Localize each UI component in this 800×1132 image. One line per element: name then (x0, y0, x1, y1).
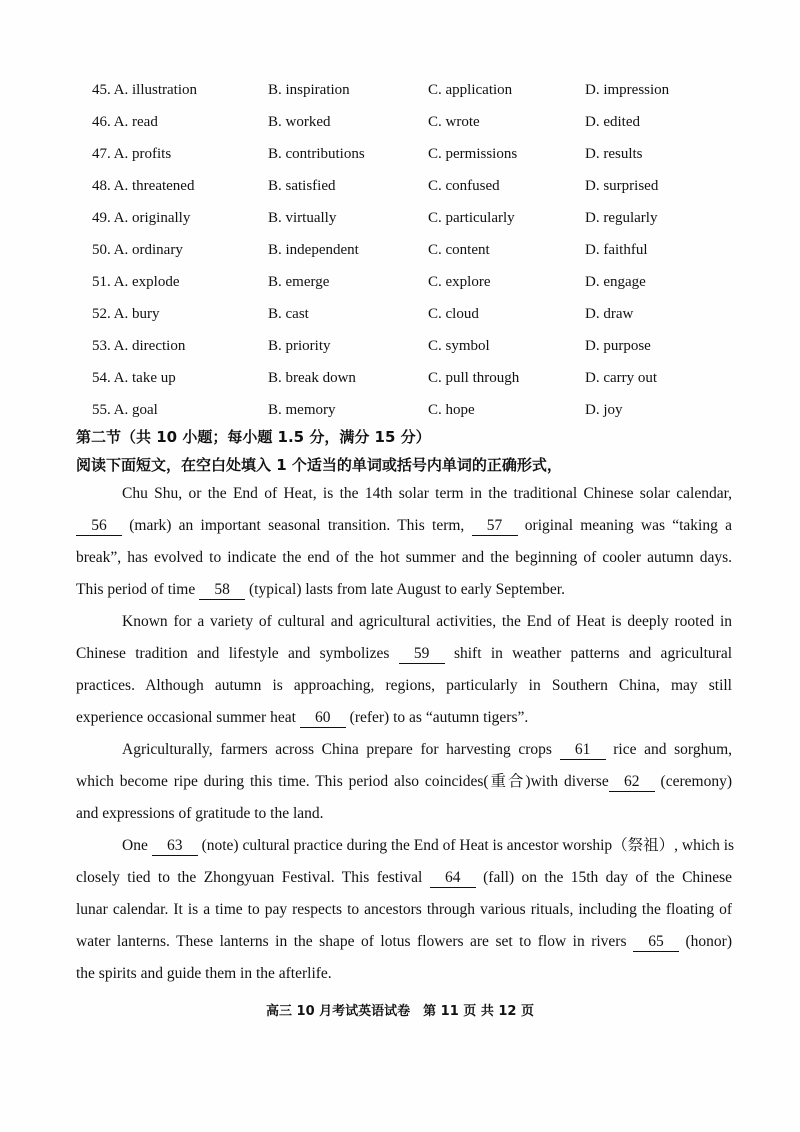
blank-59[interactable]: 59 (399, 645, 445, 664)
option-b: B. break down (268, 370, 356, 386)
option-d: D. edited (585, 114, 640, 130)
text-line (76, 510, 732, 542)
text-segment: rice and sorghum, (605, 741, 732, 758)
option-c: C. confused (428, 178, 500, 194)
option-a: 50. A. ordinary (92, 242, 183, 258)
option-c: C. pull through (428, 370, 520, 386)
option-b: B. independent (268, 242, 359, 258)
option-a: 45. A. illustration (92, 82, 197, 98)
option-a: 49. A. originally (92, 210, 191, 226)
blank-63[interactable]: 63 (152, 837, 198, 856)
paragraph-3 (76, 734, 732, 830)
blank-62[interactable]: 62 (609, 773, 655, 792)
option-c: C. particularly (428, 210, 515, 226)
text-segment: (refer) to as “autumn tigers”. (345, 709, 529, 726)
option-a: 55. A. goal (92, 402, 158, 418)
option-d: D. impression (585, 82, 670, 98)
blank-61[interactable]: 61 (560, 741, 606, 760)
text-line: lunar calendar. It is a time to pay respects to ancestors through various rituals, including the floating of (76, 901, 732, 918)
text-segment: (note) cultural practice during the End of Heat is ancestor worship（祭祖）, which is (197, 837, 735, 854)
text-line: practices. Although autumn is approaching, regions, particularly in Southern China, may still (76, 677, 732, 694)
text-line (76, 766, 732, 798)
blank-56[interactable]: 56 (76, 517, 122, 536)
text-segment: (mark) an important seasonal transition. This term, (122, 517, 472, 534)
text-line (76, 862, 732, 894)
page-footer: 高三 10 月考试英语试卷 第 11 页 共 12 页 (266, 1004, 534, 1019)
option-d: D. surprised (585, 178, 659, 194)
text-line (76, 830, 735, 862)
option-d: D. joy (585, 402, 623, 418)
paragraph-2 (76, 606, 732, 734)
option-b: B. worked (268, 114, 331, 130)
blank-57[interactable]: 57 (472, 517, 518, 536)
text-segment: original meaning was “taking a (517, 517, 732, 534)
text-segment: closely tied to the Zhongyuan Festival. This festival (76, 869, 430, 886)
text-segment: This period of time (76, 581, 200, 598)
option-row-50 (0, 242, 800, 266)
section-title: 第二节（共 10 小题；每小题 1.5 分，满分 15 分） (76, 428, 431, 446)
option-row-51 (0, 274, 800, 298)
option-b: B. emerge (268, 274, 330, 290)
option-c: C. cloud (428, 306, 479, 322)
text-segment: which become ripe during this time. This period also coincides(重合)with diverse (76, 773, 609, 790)
option-row-47 (0, 146, 800, 170)
paragraph-1 (76, 478, 732, 606)
option-d: D. draw (585, 306, 634, 322)
option-d: D. engage (585, 274, 646, 290)
option-c: C. wrote (428, 114, 480, 130)
blank-65[interactable]: 65 (633, 933, 679, 952)
option-b: B. inspiration (268, 82, 350, 98)
option-a: 53. A. direction (92, 338, 186, 354)
text-line: and expressions of gratitude to the land. (76, 805, 324, 822)
blank-64[interactable]: 64 (430, 869, 476, 888)
option-b: B. memory (268, 402, 336, 418)
option-c: C. hope (428, 402, 475, 418)
option-a: 48. A. threatened (92, 178, 195, 194)
text-line (76, 926, 732, 958)
option-row-53 (0, 338, 800, 362)
option-d: D. results (585, 146, 643, 162)
text-segment: One (122, 837, 152, 854)
option-d: D. purpose (585, 338, 651, 354)
text-segment: (fall) on the 15th day of the Chinese (475, 869, 733, 886)
option-d: D. regularly (585, 210, 658, 226)
option-row-49 (0, 210, 800, 234)
blank-60[interactable]: 60 (300, 709, 346, 728)
option-b: B. satisfied (268, 178, 336, 194)
text-line: the spirits and guide them in the afterlife. (76, 965, 332, 982)
option-c: C. explore (428, 274, 491, 290)
section-instruction: 阅读下面短文，在空白处填入 1 个适当的单词或括号内单词的正确形式， (76, 456, 562, 474)
passage (76, 478, 735, 990)
text-line (76, 638, 732, 670)
option-b: B. cast (268, 306, 309, 322)
option-row-55 (0, 402, 800, 426)
option-c: C. content (428, 242, 490, 258)
text-segment: Agriculturally, farmers across China prepare for harvesting crops (122, 741, 560, 758)
option-c: C. application (428, 82, 513, 98)
text-segment: shift in weather patterns and agricultural (444, 645, 732, 662)
option-row-54 (0, 370, 800, 394)
option-a: 54. A. take up (92, 370, 176, 386)
text-segment: (honor) (679, 933, 732, 950)
option-b: B. contributions (268, 146, 365, 162)
text-line: Chu Shu, or the End of Heat, is the 14th solar term in the traditional Chinese solar calendar, (122, 485, 732, 502)
option-row-45 (0, 82, 800, 106)
text-segment: experience occasional summer heat (76, 709, 300, 726)
option-d: D. faithful (585, 242, 648, 258)
option-row-46 (0, 114, 800, 138)
option-a: 47. A. profits (92, 146, 172, 162)
option-c: C. symbol (428, 338, 490, 354)
text-line (76, 702, 732, 734)
blank-58[interactable]: 58 (199, 581, 245, 600)
text-line: Known for a variety of cultural and agricultural activities, the End of Heat is deeply rooted in (122, 613, 732, 630)
option-c: C. permissions (428, 146, 518, 162)
text-segment: water lanterns. These lanterns in the shape of lotus flowers are set to flow in rivers (76, 933, 633, 950)
paragraph-4 (76, 830, 735, 990)
option-a: 51. A. explode (92, 274, 180, 290)
text-line: break”, has evolved to indicate the end of the hot summer and the beginning of cooler autumn days. (76, 549, 732, 566)
option-row-48 (0, 178, 800, 202)
option-b: B. priority (268, 338, 331, 354)
option-a: 52. A. bury (92, 306, 160, 322)
text-line (76, 734, 732, 766)
text-segment: (ceremony) (654, 773, 732, 790)
text-line (76, 574, 732, 606)
option-row-52 (0, 306, 800, 330)
text-segment: (typical) lasts from late August to early September. (245, 581, 565, 598)
text-segment: Chinese tradition and lifestyle and symbolizes (76, 645, 399, 662)
option-a: 46. A. read (92, 114, 158, 130)
option-b: B. virtually (268, 210, 337, 226)
option-d: D. carry out (585, 370, 658, 386)
